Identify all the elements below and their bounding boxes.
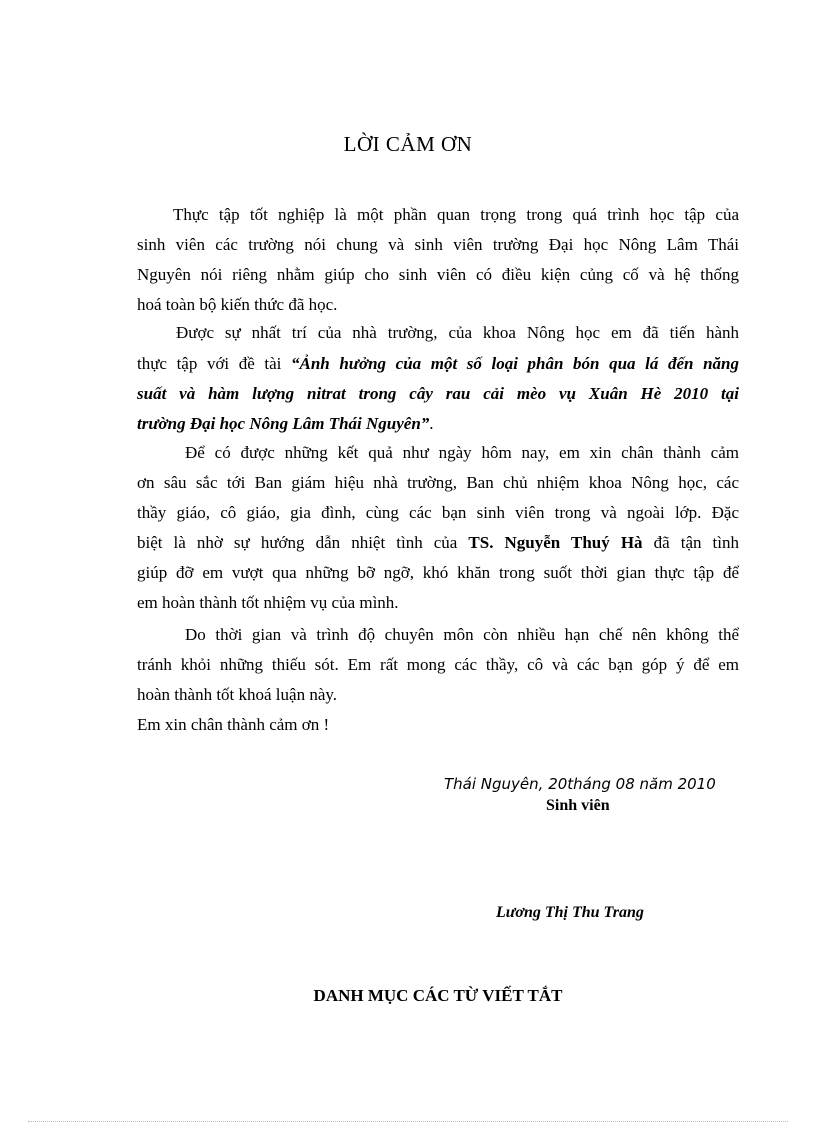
paragraph-3-line-6: em hoàn thành tốt nhiệm vụ của mình. (137, 593, 399, 612)
paragraph-2-line-3: suất và hàm lượng nitrat trong cây rau cải mèo vụ Xuân Hè 2010 tại (137, 384, 739, 403)
thesis-topic-end: trường Đại học Nông Lâm Thái Nguyên” (137, 414, 430, 433)
paragraph-2-line-2 (137, 354, 739, 374)
guidance-text-end: đã tận tình (642, 533, 739, 552)
guidance-text: biệt là nhờ sự hướng dẫn nhiệt tình của (137, 533, 469, 552)
supervisor-name: TS. Nguyễn Thuý Hà (468, 533, 643, 552)
abbreviations-heading: DANH MỤC CÁC TỪ VIẾT TẮT (313, 986, 563, 1005)
paragraph-2-line-1: Được sự nhất trí của nhà trường, của khoa Nông học em đã tiến hành (176, 323, 739, 342)
place-and-date: Thái Nguyên, 20tháng 08 năm 2010 (444, 775, 716, 793)
page-title: LỜI CẢM ƠN (343, 132, 473, 156)
paragraph-4-line-2: tránh khỏi những thiếu sót. Em rất mong các thầy, cô và các bạn góp ý để em (137, 655, 739, 674)
paragraph-4-line-1: Do thời gian và trình độ chuyên môn còn nhiều hạn chế nên không thể (185, 625, 739, 644)
thesis-topic: “Ảnh hưởng của một số loại phân bón qua lá đến năng (290, 354, 739, 373)
paragraph-1-line-3: Nguyên nói riêng nhằm giúp cho sinh viên có điều kiện củng cố và hệ thống (137, 265, 739, 284)
paragraph-3-line-5: giúp đỡ em vượt qua những bỡ ngỡ, khó khăn trong suốt thời gian thực tập để (137, 563, 739, 582)
paragraph-3-line-4 (137, 533, 739, 553)
paragraph-1-line-1: Thực tập tốt nghiệp là một phần quan trọng trong quá trình học tập của (173, 205, 739, 224)
page-break-divider (28, 1121, 788, 1122)
closing-line: Em xin chân thành cảm ơn ! (137, 715, 330, 734)
signature-role: Sinh viên (546, 797, 610, 814)
period: . (429, 414, 434, 433)
paragraph-1-line-2: sinh viên các trường nói chung và sinh viên trường Đại học Nông Lâm Thái (137, 235, 739, 254)
paragraph-2-line-4 (137, 414, 434, 434)
paragraph-3-line-2: ơn sâu sắc tới Ban giám hiệu nhà trường, Ban chủ nhiệm khoa Nông học, các (137, 473, 739, 492)
signature-name: Lương Thị Thu Trang (496, 904, 644, 921)
paragraph-3-line-1: Để có được những kết quả như ngày hôm nay, em xin chân thành cảm (185, 443, 739, 462)
paragraph-4-line-3: hoàn thành tốt khoá luận này. (137, 685, 338, 704)
paragraph-1-line-4: hoá toàn bộ kiến thức đã học. (137, 295, 338, 314)
topic-intro: thực tập với đề tài (137, 354, 291, 373)
paragraph-3-line-3: thầy giáo, cô giáo, gia đình, cùng các bạn sinh viên trong và ngoài lớp. Đặc (137, 503, 739, 522)
